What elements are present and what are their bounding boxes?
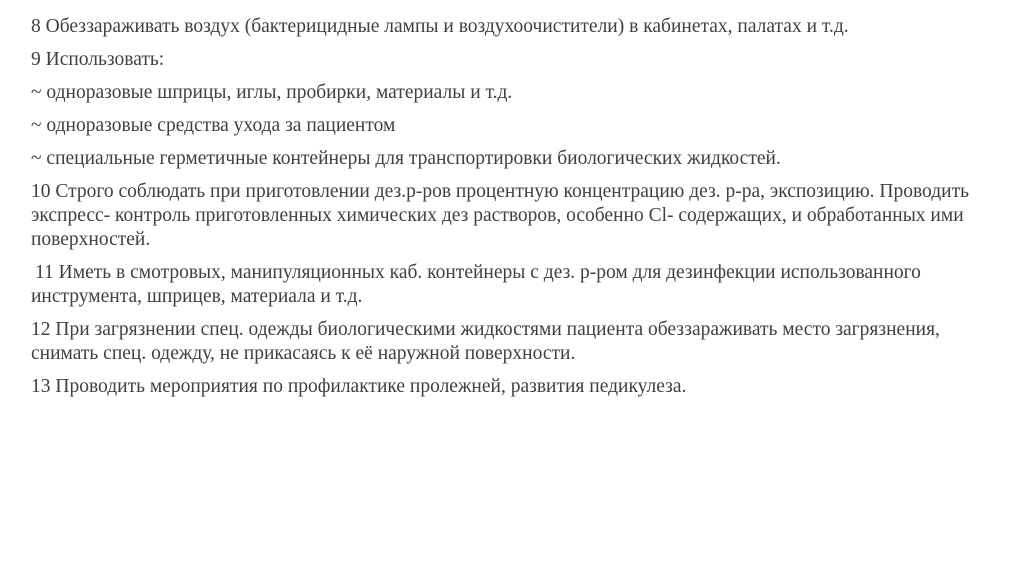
paragraph-item-13: 13 Проводить мероприятия по профилактике пролежней, развития педикулеза.: [31, 376, 687, 397]
paragraph-item-10: 10 Строго соблюдать при приготовлении дез.р-ров процентную концентрацию дез. р-ра, экспозицию. Проводить экспресс- контроль приготовленных химических дез растворов, особенно Cl- содержащих, и обработанных ими поверхностей.: [31, 181, 969, 250]
slide-text-body: [31, 15, 971, 408]
paragraph-care-items: ~ одноразовые средства ухода за пациентом: [31, 115, 396, 136]
paragraph-item-9: 9 Использовать:: [31, 49, 165, 70]
paragraph-item-12: 12 При загрязнении спец. одежды биологическими жидкостями пациента обеззараживать место загрязнения, снимать спец. одежду, не прикасаясь к её наружной поверхности.: [31, 319, 940, 364]
paragraph-containers: ~ специальные герметичные контейнеры для транспортировки биологических жидкостей.: [31, 148, 781, 169]
paragraph-item-11: 11 Иметь в смотровых, манипуляционных каб. контейнеры с дез. р-ром для дезинфекции использованного инструмента, шприцев, материала и т.д.: [31, 262, 921, 307]
paragraph-item-8: 8 Обеззараживать воздух (бактерицидные лампы и воздухоочистители) в кабинетах, палатах и т.д.: [31, 16, 849, 37]
paragraph-syringes: ~ одноразовые шприцы, иглы, пробирки, материалы и т.д.: [31, 82, 513, 103]
